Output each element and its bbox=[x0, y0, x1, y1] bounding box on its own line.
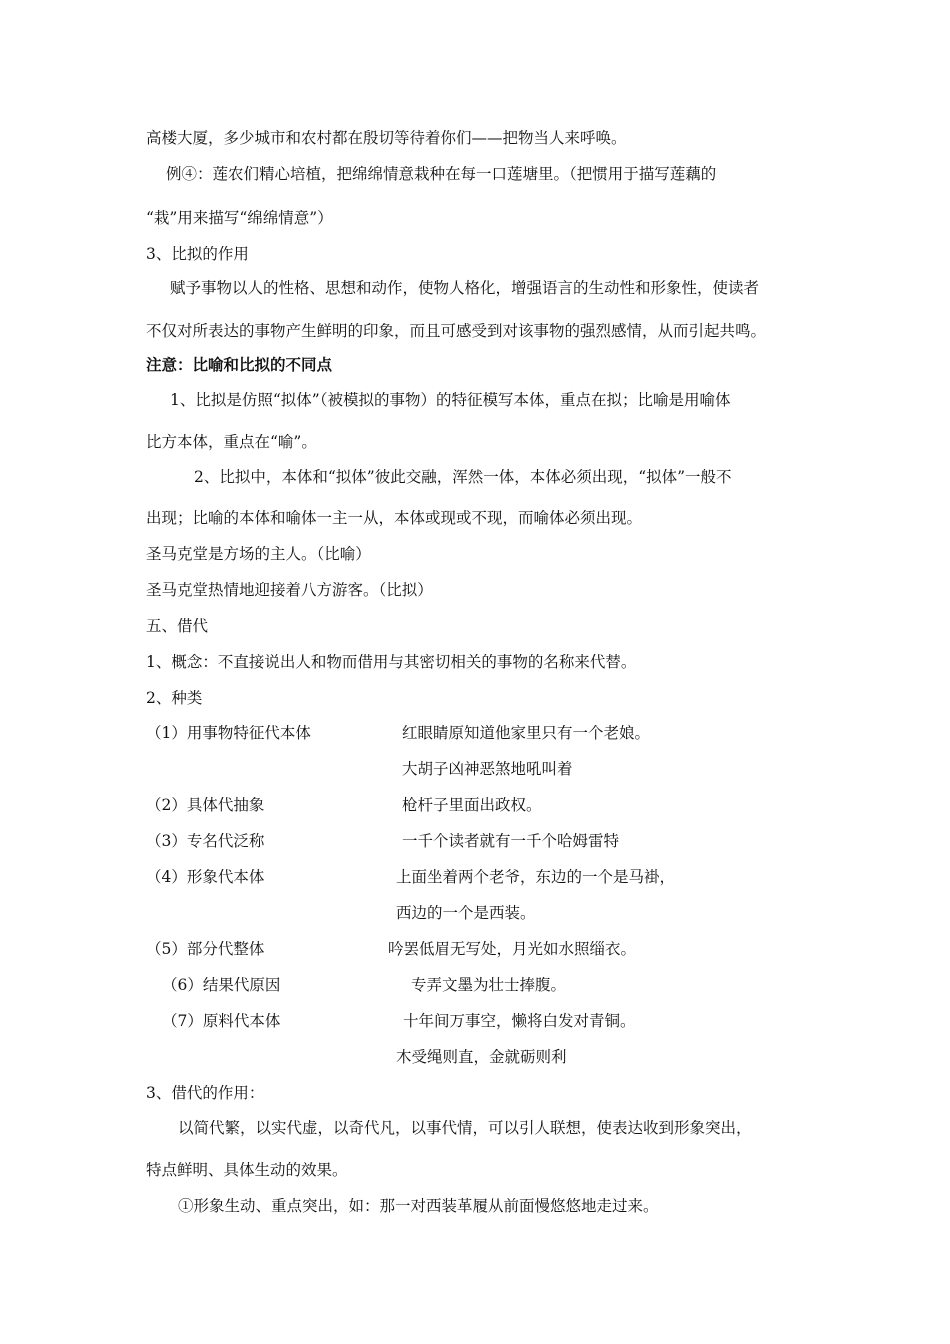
type-example: 十年间万事空，懒将白发对青铜。 bbox=[403, 1012, 636, 1030]
text-line: 例④：莲农们精心培植，把绵绵情意栽种在每一口莲塘里。（把惯用于描写莲藕的 bbox=[166, 165, 717, 183]
type-label: （7）原料代本体 bbox=[162, 1012, 281, 1030]
type-label: （5）部分代整体 bbox=[146, 940, 265, 958]
type-label: （3）专名代泛称 bbox=[146, 832, 265, 850]
type-label: （1）用事物特征代本体 bbox=[146, 724, 311, 742]
type-example: 红眼睛原知道他家里只有一个老娘。 bbox=[402, 724, 651, 742]
type-label: （6）结果代原因 bbox=[162, 976, 281, 994]
section-heading: 五、借代 bbox=[146, 617, 209, 635]
type-label: （4）形象代本体 bbox=[146, 868, 265, 886]
text-line: 出现；比喻的本体和喻体一主一从，本体或现或不现，而喻体必须出现。 bbox=[146, 509, 643, 527]
text-line: ①形象生动、重点突出，如：那一对西装革履从前面慢悠悠地走过来。 bbox=[178, 1197, 659, 1215]
text-line: 1、概念：不直接说出人和物而借用与其密切相关的事物的名称来代替。 bbox=[146, 653, 637, 671]
text-line: 1、比拟是仿照“拟体”（被模拟的事物）的特征模写本体，重点在拟；比喻是用喻体 bbox=[170, 391, 731, 409]
type-example: 专弄文墨为壮士捧腹。 bbox=[411, 976, 567, 994]
example-line: 圣马克堂是方场的主人。（比喻） bbox=[146, 545, 371, 563]
type-example: 一千个读者就有一千个哈姆雷特 bbox=[402, 832, 620, 850]
type-example: 大胡子凶神恶煞地吼叫着 bbox=[402, 760, 573, 778]
text-line: 赋予事物以人的性格、思想和动作，使物人格化，增强语言的生动性和形象性，使读者 bbox=[170, 279, 760, 297]
type-label: （2）具体代抽象 bbox=[146, 796, 265, 814]
type-example: 枪杆子里面出政权。 bbox=[402, 796, 542, 814]
text-line: 以简代繁，以实代虚，以奇代凡，以事代情，可以引人联想，使表达收到形象突出， bbox=[178, 1119, 752, 1137]
section-heading: 3、借代的作用： bbox=[146, 1084, 265, 1102]
text-line: 2、种类 bbox=[146, 689, 203, 707]
text-line: 比方本体，重点在“喻”。 bbox=[146, 433, 317, 451]
text-line: 特点鲜明、具体生动的效果。 bbox=[146, 1161, 348, 1179]
text-line: 2、比拟中，本体和“拟体”彼此交融，浑然一体，本体必须出现，“拟体”一般不 bbox=[194, 468, 732, 486]
text-line: 不仅对所表达的事物产生鲜明的印象，而且可感受到对该事物的强烈感情，从而引起共鸣。 bbox=[146, 322, 767, 340]
text-line: 高楼大厦，多少城市和农村都在殷切等待着你们——把物当人来呼唤。 bbox=[146, 129, 627, 147]
note-heading: 注意：比喻和比拟的不同点 bbox=[146, 356, 333, 374]
type-example: 西边的一个是西装。 bbox=[396, 904, 536, 922]
example-line: 圣马克堂热情地迎接着八方游客。（比拟） bbox=[146, 581, 433, 599]
type-example: 上面坐着两个老爷，东边的一个是马褂， bbox=[396, 868, 676, 886]
type-example: 木受绳则直，金就砺则利 bbox=[396, 1048, 567, 1066]
text-line: “栽”用来描写“绵绵情意”） bbox=[146, 209, 333, 227]
type-example: 吟罢低眉无写处，月光如水照缁衣。 bbox=[388, 940, 637, 958]
section-heading: 3、比拟的作用 bbox=[146, 245, 249, 263]
